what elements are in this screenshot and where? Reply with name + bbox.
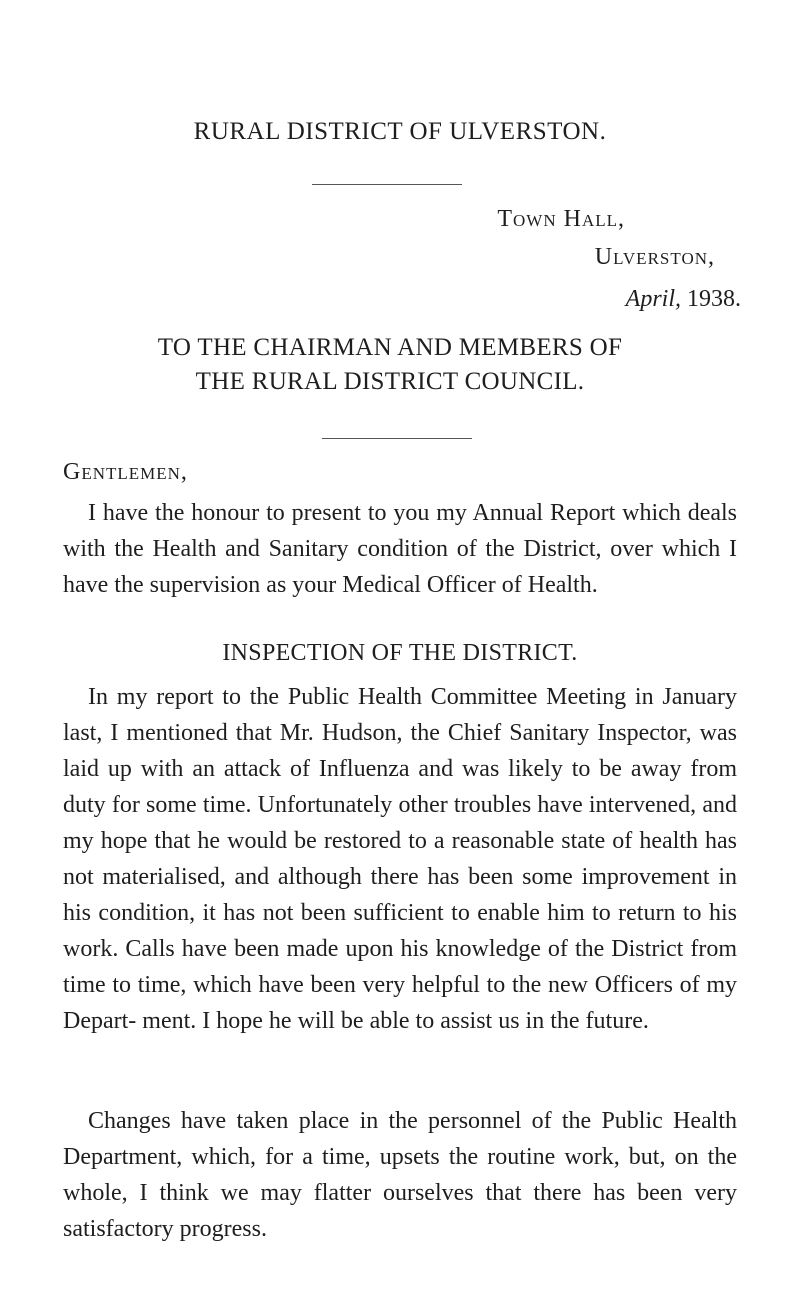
body-paragraph: Changes have taken place in the personnel of the Public Health Department, which, for a time, upsets the routine work, but, on the whole, I think we may flatter ourselves that there has been very satisfactory progress. (63, 1108, 737, 1242)
addressee-line-1: TO THE CHAIRMAN AND MEMBERS OF (157, 334, 623, 361)
document-title: RURAL DISTRICT OF ULVERSTON. (193, 118, 607, 145)
addressee-line-2: THE RURAL DISTRICT COUNCIL. (195, 368, 585, 395)
address-line-1: Town Hall, (497, 206, 625, 232)
intro-paragraph: I have the honour to present to you my Annual Report which deals with the Health and Sanitary condition of the District, over which I have the supervision as your Medical Officer of Health. (63, 500, 737, 598)
divider (322, 438, 472, 439)
date-year: 1938. (687, 286, 741, 312)
section-heading: INSPECTION OF THE DISTRICT. (222, 640, 578, 666)
divider (312, 184, 462, 185)
date-month: April, (625, 286, 681, 312)
address-line-2: Ulverston, (594, 244, 715, 270)
date-line (626, 286, 741, 313)
salutation: Gentlemen, (63, 459, 188, 485)
body-paragraph: In my report to the Public Health Committee Meeting in January last, I mentioned that Mr. Hudson, the Chief Sanitary Inspector, was laid up with an attack of Influenza and was likely to be away from duty for some time. Unfortunately other troubles have intervened, and my hope that he would be restored to a reasonable state of health has not materialised, and although there has been some improvement in his condition, it has not been sufficient to enable him to return to his work. Calls have been made upon his knowledge of the District from time to time, which have been very helpful to the new Officers of my Depart- ment. I hope he will be able to assist us in the future. (63, 684, 737, 1034)
